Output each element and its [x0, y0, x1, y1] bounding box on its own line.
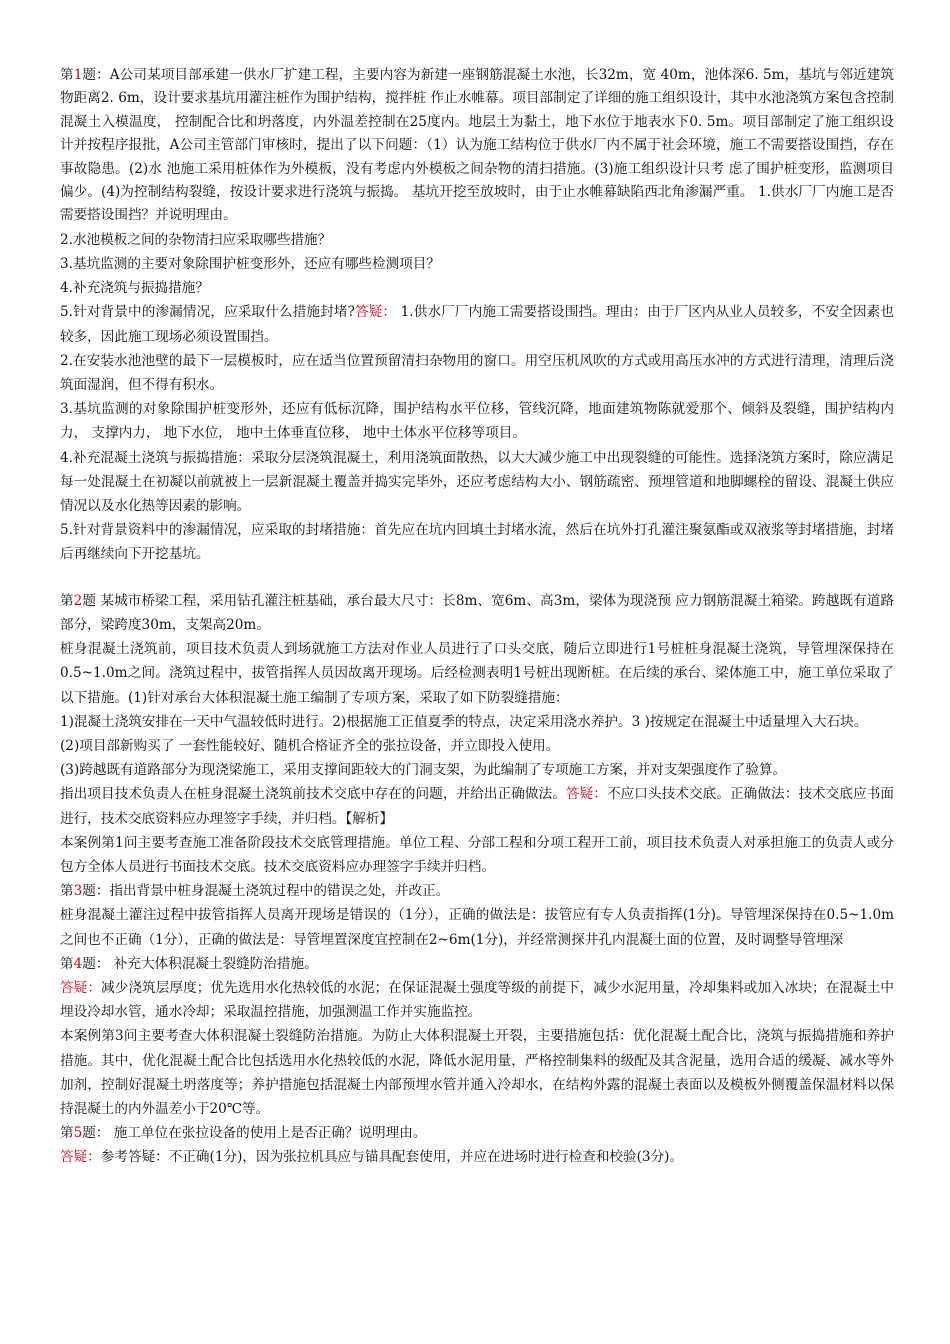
case4-question [60, 952, 894, 976]
case1-question-4: 4.补充浇筑与振捣措施？ [60, 280, 209, 297]
case1-question-2: 2.水池模板之间的杂物清扫应采取哪些措施？ [60, 231, 332, 248]
case1-answer-3: 3.基坑监测的对象除围护桩变形外，还应有低标沉降，围护结构水平位移，管线沉降，地面建筑物陈就爱那个、倾斜及裂缝，围护结构内力， 支撑内力， 地下水位， 地中土体垂直位移， 地中土体水平位移等项目。 [60, 401, 894, 442]
case2-paragraph-1: 桩身混凝土浇筑前，项目技术负责人到场就施工方法对作业人员进行了口头交底，随后立即进行1号桩桩身混凝土浇筑，导管埋深保持在0.5~1.0m之间。浇筑过程中，拔管指挥人员因故离开现场。后经检测表明1号桩出现断桩。在后续的承台、梁体施工中，施工单位采取了以下措施。(1)针对承台大体积混凝土施工编制了专项方案，采取了如下防裂缝措施： [60, 641, 894, 706]
case3-question [60, 879, 894, 903]
case1-body: A公司某项目部承建一供水厂扩建工程，主要内容为新建一座钢筋混凝土水池，长32m，宽 40m，池体深6. 5m，基坑与邻近建筑物距离2. 6m，设计要求基坑用灌注桩作为围护结构，搅拌桩 作止水帷幕。项目部制定了详细的施工组织设计，其中水池浇筑方案包含控制混凝土入模温度， 控制配合比和坍落度，内外温差控制在25度内。地层土为黏土，地下水位于地表水下0. 5m。项目部制定了施工组织设计并按程序报批，A公司主管部门审核时，提出了以下问题：（1）认为施工结构位于供水厂内不属于社会环境，施工不需要搭设围挡，存在事故隐患。(2)水 池施工采用桩体作为外模板，没有考虑内外模板之间杂物的清扫措施。(3)施工组织设计只考 虑了围护桩变形，监测项目偏少。(4)为控制结构裂缝，按设计要求进行浇筑与振捣。 基坑开挖至放坡时，由于止水帷幕缺陷西北角渗漏严重。 1.供水厂厂内施工是否需要搭设围挡？并说明理由。 [60, 67, 895, 224]
case2-paragraph-4: (3)跨越既有道路部分为现浇梁施工，采用支撑间距较大的门洞支架，为此编制了专项施工方案，并对支架强度作了验算。 [60, 762, 787, 779]
case5-label-suffix: 题： [82, 1125, 110, 1142]
case5-label: 第 [60, 1125, 74, 1142]
case1-number: 1 [73, 67, 83, 83]
case2-paragraph-3: (2)项目部新购买了 一套性能较好、随机合格证齐全的张拉设备，并立即投入使用。 [60, 737, 560, 754]
case5-question [60, 1121, 894, 1145]
section-gap [60, 567, 894, 589]
answer-label: 答疑： [60, 1149, 101, 1166]
case4-number: 4 [73, 955, 83, 972]
case3-question-text: 指出背景中桩身混凝土浇筑过程中的错误之处，并改正。 [109, 883, 450, 900]
case2-label: 第 [60, 592, 74, 609]
answer-label: 答疑： [354, 304, 397, 321]
case4-label-suffix: 题： [82, 955, 110, 972]
case1-question-5 [60, 300, 894, 348]
case1-q5-text: 5.针对背景中的渗漏情况，应采取什么措施封堵? [60, 304, 355, 321]
case3-label: 第 [60, 883, 74, 900]
case3-number: 3 [73, 883, 83, 900]
case1-question-3: 3.基坑监测的主要对象除围护桩变形外，还应有哪些检测项目？ [60, 256, 440, 273]
case1-label: 第 [60, 67, 74, 83]
case3-answer: 桩身混凝土灌注过程中拔管指挥人员离开现场是错误的（1分），正确的做法是：拔管应有专人负责指挥(1分)。导管埋深保持在0.5~1.0m之间也不正确（1分），正确的做法是：导管埋置深度宜控制在2~6m(1分)，并经常测探井孔内混凝土面的位置，及时调整导管埋深 [60, 907, 894, 948]
case2-intro [60, 589, 894, 637]
case5-answer [60, 1145, 894, 1169]
case4-answer [60, 976, 894, 1024]
case4-question-text: 补充大体积混凝土裂缝防治措施。 [109, 955, 318, 972]
case4-analysis: 本案例第3问主要考查大体积混凝土裂缝防治措施。为防止大体积混凝土开裂，主要措施包括：优化混凝土配合比，浇筑与振捣措施和养护措施。其中，优化混凝土配合比包括选用水化热较低的水泥，降低水泥用量，严格控制集料的级配及其含泥量，选用合适的缓凝、减水等外加剂，控制好混凝土坍落度等；养护措施包括混凝土内部预埋水管并通入冷却水，在结构外露的混凝土表面以及模板外侧覆盖保温材料以保持混凝土的内外温差小于20℃等。 [60, 1028, 894, 1117]
case2-paragraph-5 [60, 782, 894, 830]
case2-paragraph-2: 1)混凝土浇筑安排在一天中气温较低时进行。2)根据施工正值夏季的特点，决定采用浇水养护。3 )按规定在混凝土中适量埋入大石块。 [60, 713, 868, 730]
case2-answer: 不应口头技术交底。正确做法：技术交底应书面进行，技术交底资料应办理签字手续，并归档。【解析】 [60, 786, 895, 827]
case2-label-suffix: 题 [82, 592, 97, 609]
case1-answer-4: 4.补充混凝土浇筑与振捣措施：采取分层浇筑混凝土，利用浇筑面散热，以大大减少施工中出现裂缝的可能性。选择浇筑方案时，除应满足每一处混凝土在初凝以前就被上一层新混凝土覆盖并捣实完毕外，还应考虑结构大小、钢筋疏密、预埋管道和地脚螺栓的留设、混凝土供应情况以及水化热等因素的影响。 [60, 449, 894, 515]
case4-label: 第 [60, 955, 74, 972]
case5-question-text: 施工单位在张拉设备的使用上是否正确？说明理由。 [109, 1125, 427, 1142]
case1-label-suffix: 题： [82, 67, 110, 83]
case2-intro-text: 某城市桥梁工程，采用钻孔灌注桩基础，承台最大尺寸：长8m、宽6m、高3m，梁体为现浇预 应力钢筋混凝土箱梁。跨越既有道路部分，梁跨度30m，支架高20m。 [60, 592, 895, 633]
case1-answer-1: 1.供水厂厂内施工需要搭设围挡。理由：由于厂区内从业人员较多，不安全因素也较多，因此施工现场必须设置围挡。 [60, 304, 894, 345]
answer-label: 答疑： [565, 786, 607, 803]
case3-label-suffix: 题： [82, 883, 110, 900]
case2-paragraph-6: 本案例第1问主要考查施工准备阶段技术交底管理措施。单位工程、分部工程和分项工程开工前，项目技术负责人对承担施工的负责人或分包方全体人员进行书面技术交底。技术交底资料应办理签字手续并归档。 [60, 834, 894, 875]
case2-number: 2 [73, 592, 83, 609]
case2-question: 指出项目技术负责人在桩身混凝土浇筑前技术交底中存在的问题，并给出正确做法。 [60, 786, 566, 803]
case1-answer-2: 2.在安装水池池壁的最下一层模板时，应在适当位置预留清扫杂物用的窗口。用空压机风吹的方式或用高压水冲的方式进行清理，清理后浇筑面湿润，但不得有积水。 [60, 352, 894, 394]
answer-label: 答疑： [60, 979, 102, 996]
case1-question-1 [60, 64, 894, 228]
case4-answer-text: 减少浇筑层厚度；优先选用水化热较低的水泥；在保证混凝土强度等级的前提下，减少水泥用量，冷却集料或加入冰块；在混凝土中埋设冷却水管，通水冷却；采取温控措施，加强测温工作并实施监控。 [60, 979, 895, 1021]
case5-number: 5 [73, 1125, 83, 1142]
case5-answer-text: 参考答疑：不正确(1分)，因为张拉机具应与锚具配套使用，并应在进场时进行检查和校验(3分)。 [100, 1149, 684, 1166]
case1-answer-5: 5.针对背景资料中的渗漏情况，应采取的封堵措施：首先应在坑内回填土封堵水流，然后在坑外打孔灌注聚氨酯或双液浆等封堵措施，封堵后再继续向下开挖基坑。 [60, 522, 894, 563]
